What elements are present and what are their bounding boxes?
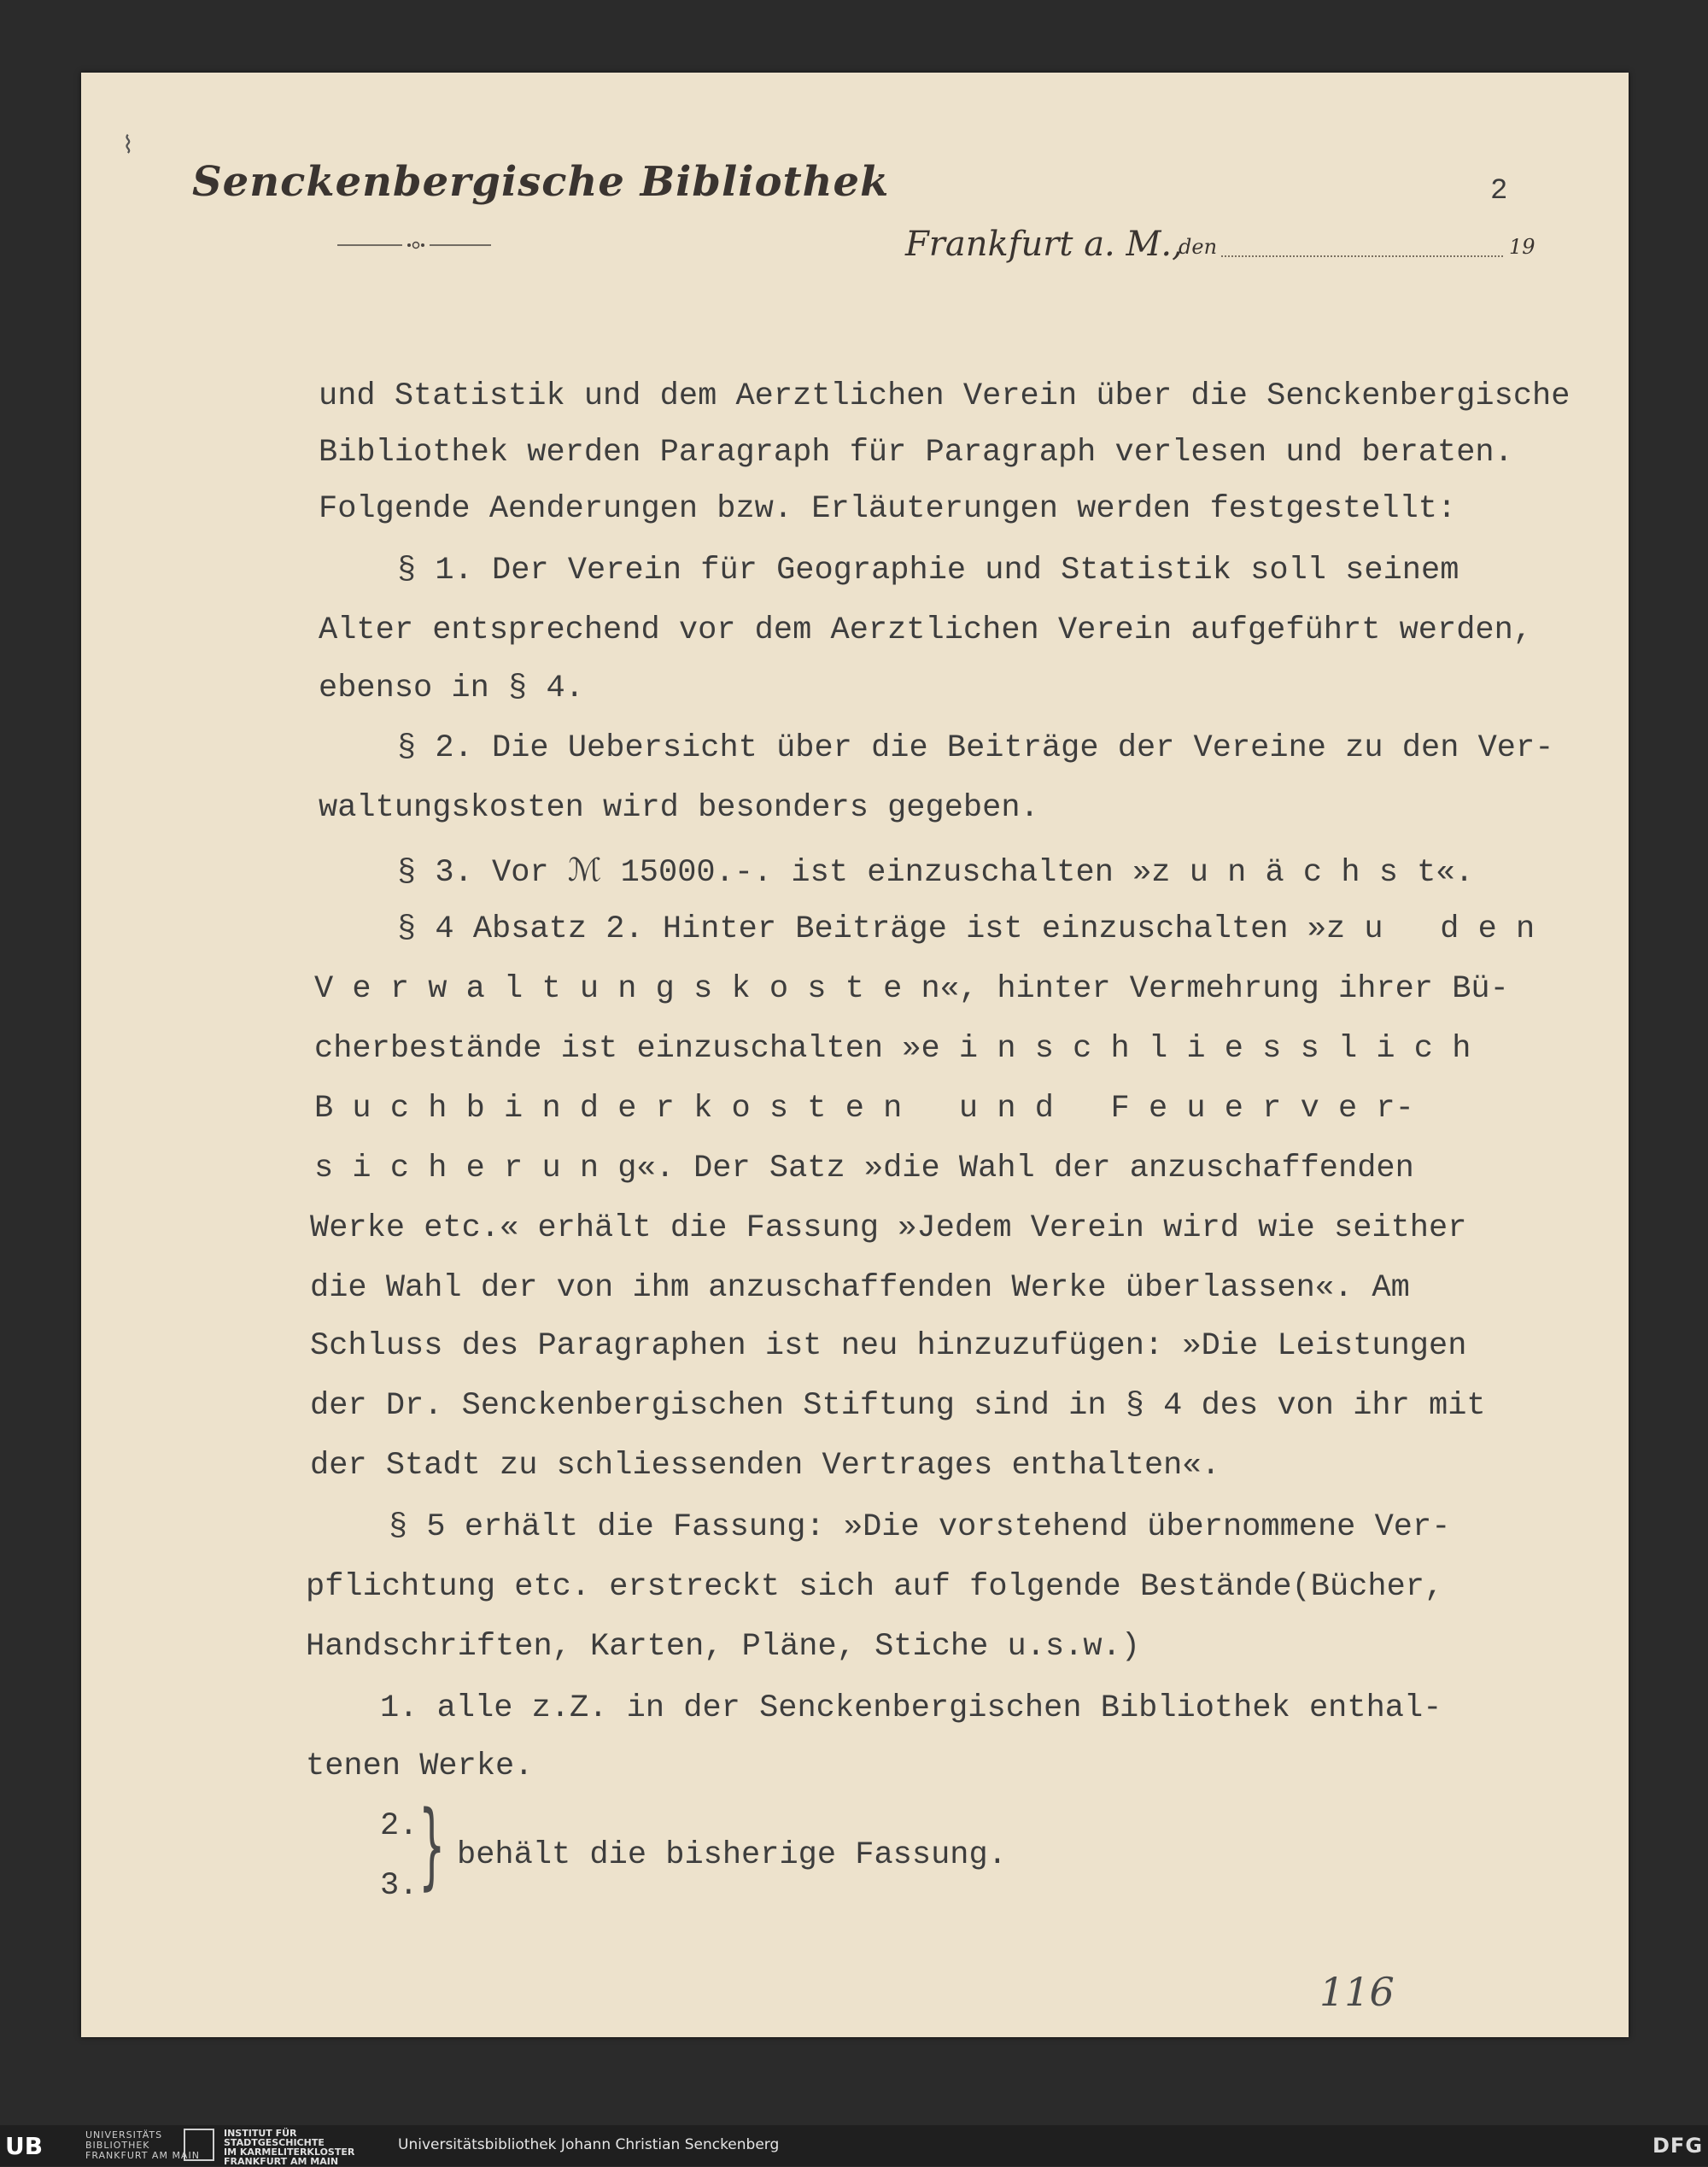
text-line: 3. (380, 1868, 418, 1904)
text-line: waltungskosten wird besonders gegeben. (319, 790, 1039, 826)
letter-body (81, 73, 1629, 2037)
ub-logo: UB (5, 2132, 44, 2160)
text-line: Alter entsprechend vor dem Aerztlichen Verein aufgeführt werden, (319, 612, 1533, 648)
footer-title: Universitätsbibliothek Johann Christian Senckenberg (398, 2136, 780, 2153)
text-line: § 1. Der Verein für Geographie und Statistik soll seinem (397, 553, 1459, 589)
ub-logo-subtitle: UNIVERSITÄTS BIBLIOTHEK FRANKFURT AM MAIN (85, 2129, 200, 2161)
dfg-logo: DFG (1652, 2134, 1704, 2158)
text-line: der Dr. Senckenbergischen Stiftung sind in § 4 des von ihr mit (310, 1388, 1486, 1424)
text-line: cherbestände ist einzuschalten »e i n s c h l i e s s l i c h (314, 1031, 1471, 1067)
text-line: V e r w a l t u n g s k o s t e n«, hinter Vermehrung ihrer Bü- (314, 971, 1509, 1007)
text-line: Handschriften, Karten, Pläne, Stiche u.s.w.) (306, 1629, 1140, 1665)
text-line: § 4 Absatz 2. Hinter Beiträge ist einzuschalten »z u d e n (397, 911, 1535, 947)
text-line: s i c h e r u n g«. Der Satz »die Wahl der anzuschaffenden (314, 1151, 1414, 1186)
text-line: und Statistik und dem Aerztlichen Verein über die Senckenbergische (319, 378, 1571, 414)
text-line: die Wahl der von ihm anzuschaffenden Werke überlassen«. Am (310, 1270, 1410, 1306)
place-city: Frankfurt a. M., (905, 225, 1183, 264)
text-line: B u c h b i n d e r k o s t e n u n d F e u e r v e r- (314, 1091, 1414, 1127)
text-line: Folgende Aenderungen bzw. Erläuterungen werden festgestellt: (319, 491, 1457, 527)
margin-mark: ⌇ (122, 131, 134, 159)
archive-number: 116 (1319, 1969, 1395, 2015)
text-line: § 3. Vor ℳ 15000.-. ist einzuschalten »z u n ä c h s t«. (397, 855, 1474, 891)
text-line: § 2. Die Uebersicht über die Beiträge der Vereine zu den Ver- (397, 730, 1554, 766)
page-number: 2 (1490, 175, 1508, 208)
text-line: behält die bisherige Fassung. (457, 1837, 1007, 1873)
institute-logo-icon (184, 2129, 214, 2161)
text-line: ebenso in § 4. (319, 671, 584, 706)
institute-logo-text: INSTITUT FÜR STADTGESCHICHTE IM KARMELITERKLOSTER FRANKFURT AM MAIN (224, 2128, 355, 2167)
letterhead: Senckenbergische Bibliothek (192, 158, 890, 206)
text-line: Schluss des Paragraphen ist neu hinzuzufügen: »Die Leistungen (310, 1328, 1467, 1364)
text-line: 2. (380, 1808, 418, 1844)
text-line: der Stadt zu schliessenden Vertrages enthalten«. (310, 1448, 1220, 1484)
date-prefix: den (1179, 235, 1218, 259)
curly-brace-icon: } (418, 1790, 446, 1900)
footer-bar (0, 2125, 1708, 2166)
text-line: § 5 erhält die Fassung: »Die vorstehend übernommene Ver- (389, 1509, 1451, 1545)
text-line: tenen Werke. (306, 1748, 534, 1784)
text-line: 1. alle z.Z. in der Senckenbergischen Bibliothek enthal- (380, 1690, 1442, 1726)
text-line: pflichtung etc. erstreckt sich auf folgende Bestände(Bücher, (306, 1569, 1444, 1605)
year-prefix: 19 (1509, 235, 1535, 259)
document-page (81, 73, 1629, 2037)
text-line: Werke etc.« erhält die Fassung »Jedem Verein wird wie seither (310, 1210, 1467, 1246)
text-line: Bibliothek werden Paragraph für Paragraph verlesen und beraten. (319, 435, 1513, 471)
